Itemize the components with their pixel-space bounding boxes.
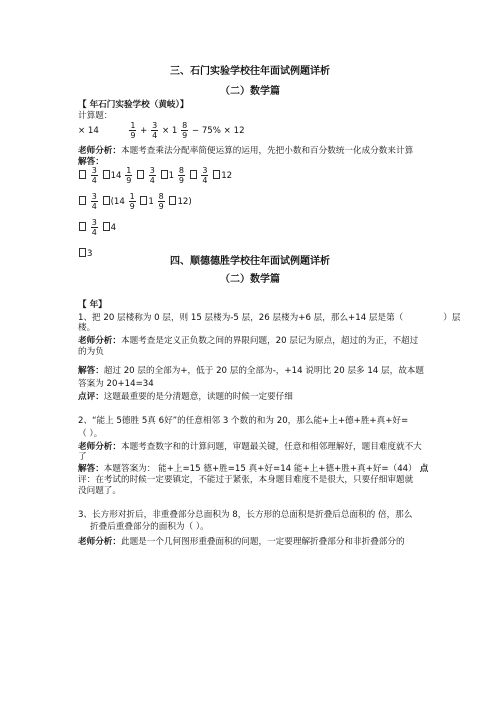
expr-lead: × 14 — [78, 126, 99, 136]
expr-times-one: × 1 — [161, 126, 178, 136]
sol2-close: 12) — [177, 197, 192, 207]
sol2-open: (14 — [110, 197, 125, 207]
missing-symbol-box — [79, 170, 86, 179]
sol1-frac-g: $\frac{3}{4}$ — [202, 166, 208, 185]
sol1-h: 12 — [221, 171, 233, 181]
sol1-frac-a: $\frac{3}{4}$ — [91, 166, 97, 185]
q3-text-line-2: 折叠后重叠部分的面积为（ ）。 — [90, 522, 209, 532]
q2-analysis-cont: 了 — [78, 452, 87, 462]
expr-fraction-2: $\frac{3}{4}$ — [152, 121, 158, 140]
solution-line-1 — [78, 166, 232, 185]
solution-label: 解答： — [78, 157, 104, 167]
q2-point-line-1: 评：在考试的时候一定要镇定，不能过于紧张，本身题目难度不是很大，只要仔细审题就 — [78, 475, 414, 485]
section1-title: 三、石门实验学校往年面试例题详析 — [170, 66, 330, 77]
sol1-frac-c: $\frac{1}{9}$ — [126, 166, 132, 185]
missing-symbol-box — [161, 170, 168, 179]
q2-point-line-2: 没问题了。 — [78, 486, 121, 496]
sol2-mid: 1 — [148, 197, 154, 207]
q2-text-line-2: （ ）。 — [78, 429, 103, 439]
q1-analysis-cont: 的为负 — [78, 347, 104, 357]
section1-subtitle: （二）数学篇 — [220, 86, 280, 97]
q1-point: 点评：这题最重要的是分清题意，读题的时候一定要仔细 — [78, 392, 293, 402]
school-heading: 【 年石门实验学校（黄岐）】 — [78, 100, 189, 110]
expr-fraction-3: $\frac{8}{9}$ — [182, 121, 188, 140]
missing-symbol-box — [103, 222, 110, 231]
sol3-frac-a: $\frac{3}{4}$ — [91, 218, 97, 237]
sol4-value: 3 — [87, 249, 93, 259]
q3-text-line-1: 3、长方形对折后，非重叠部分总面积为 8，长方形的总面积是折叠后总面积的 倍，那么 — [78, 510, 413, 520]
missing-symbol-box — [169, 196, 176, 205]
section2-title: 四、顺德德胜学校往年面试例题详析 — [170, 256, 330, 267]
solution-line-2 — [78, 192, 192, 211]
sol2-frac-f: $\frac{8}{9}$ — [158, 192, 164, 211]
sol2-frac-c: $\frac{1}{9}$ — [129, 192, 135, 211]
q2-text-line-1: 2、“能上 5德胜 5真 6好”的任意相邻 3 个数的和为 20，那么能+上+德+胜+真+好= — [78, 416, 409, 426]
q2-solution: 解答：本题答案为： 能+上=15 德+胜=15 真+好=14 能+上+德+胜+真+好=（44） 点 — [78, 464, 429, 474]
analysis-line — [78, 146, 413, 157]
q3-analysis: 老师分析：此题是一个几何图形重叠面积的问题，一定要理解折叠部分和非折叠部分的 — [78, 537, 405, 547]
missing-symbol-box — [103, 170, 110, 179]
section2-subtitle: （二）数学篇 — [220, 274, 280, 285]
calc-expression — [78, 121, 245, 140]
year-heading: 【 年】 — [78, 300, 107, 310]
calc-label: 计算题： — [78, 111, 113, 121]
q1-text-line-2: 楼。 — [78, 323, 96, 333]
expr-tail: − 75% × 12 — [191, 126, 245, 136]
solution-line-3 — [78, 218, 116, 237]
sol2-frac-a: $\frac{3}{4}$ — [91, 192, 97, 211]
analysis-label: 老师分析： — [78, 146, 121, 156]
sol1-frac-d: $\frac{3}{4}$ — [149, 166, 155, 185]
missing-symbol-box — [190, 170, 197, 179]
sol1-b: 14 — [110, 171, 122, 181]
sol1-frac-f: $\frac{8}{9}$ — [178, 166, 184, 185]
missing-symbol-box — [213, 170, 220, 179]
expr-plus: + — [140, 126, 148, 136]
q1-solution: 解答：超过 20 层的全部为+，低于 20 层的全部为-，+14 说明比 20 层多 14 层，故本题 — [78, 366, 424, 376]
expr-fraction-1: $\frac{1}{9}$ — [130, 121, 136, 140]
missing-symbol-box — [140, 196, 147, 205]
sol1-e: 1 — [168, 171, 175, 181]
missing-symbol-box — [103, 196, 110, 205]
analysis-text: 本题考查乘法分配率简便运算的运用，先把小数和百分数统一化成分数来计算 — [120, 146, 414, 156]
missing-symbol-box — [79, 222, 86, 231]
q1-analysis: 老师分析：本题考查是定义正负数之间的界限问题，20 层记为原点，超过的为正，不超过 — [78, 336, 419, 346]
q1-text-line-1: 1、把 20 层楼称为 0 层，则 15 层楼为-5 层，26 层楼为+6 层，那么+14 层是第（ ）层 — [78, 313, 461, 323]
missing-symbol-box — [137, 170, 144, 179]
q1-solution-cont: 答案为 20+14=34 — [78, 379, 154, 389]
q2-analysis: 老师分析：本题考查数字和的计算问题，审题最关键，任意和相邻理解好，题目难度就不大 — [78, 442, 422, 452]
sol3-value: 4 — [110, 223, 117, 233]
missing-symbol-box — [79, 196, 86, 205]
